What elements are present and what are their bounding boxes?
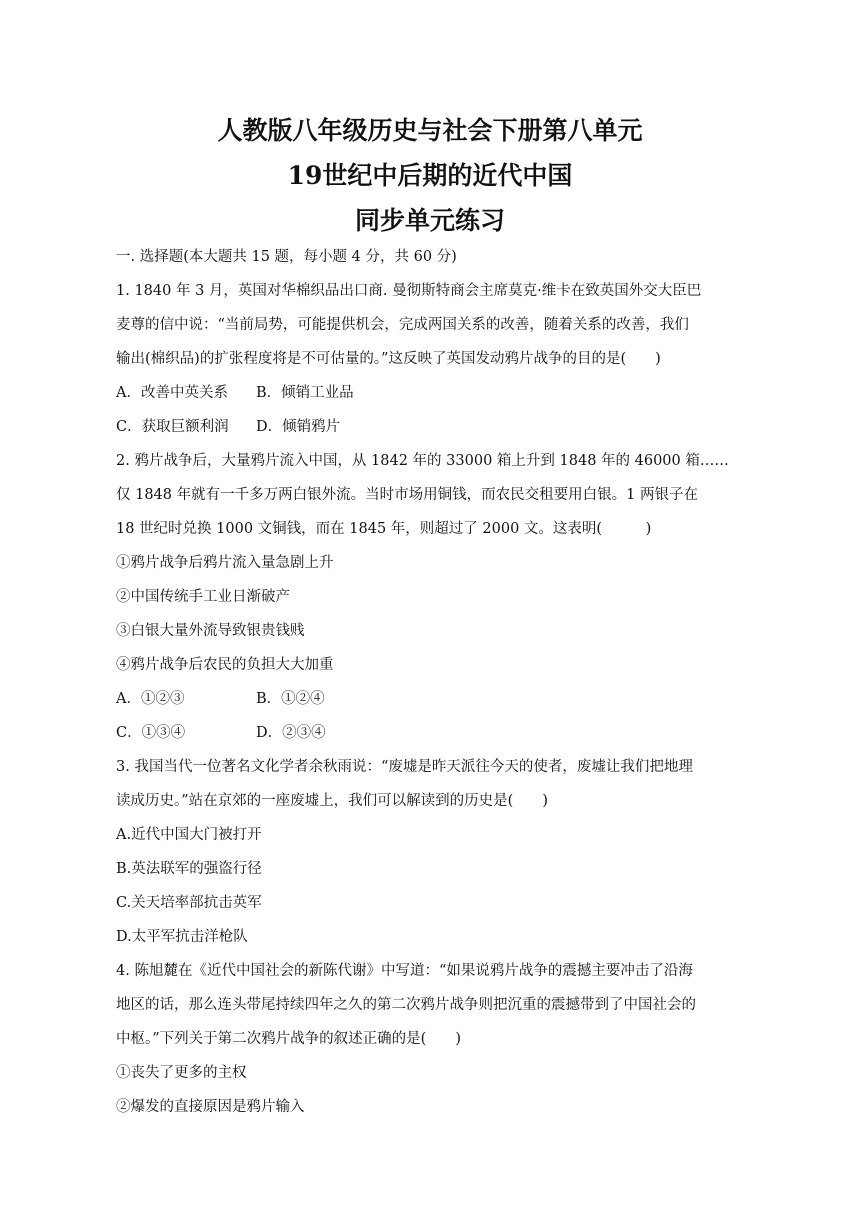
statement-item: ①丧失了更多的主权 <box>116 1065 247 1081</box>
option-b: B．倾销工业品 <box>256 385 354 401</box>
question-stem-line: 输出(棉织品)的扩张程度将是不可估量的。”这反映了英国发动鸦片战争的目的是( ) <box>116 351 661 367</box>
question-stem-line: 地区的话，那么连头带尾持续四年之久的第二次鸦片战争则把沉重的震撼带到了中国社会的 <box>116 997 696 1013</box>
section-heading: 一. 选择题(本大题共 15 题，每小题 4 分，共 60 分) <box>116 249 457 265</box>
statement-item: ④鸦片战争后农民的负担大大加重 <box>116 657 334 673</box>
option-a: A.近代中国大门被打开 <box>116 827 262 843</box>
question-stem-line: 2. 鸦片战争后，大量鸦片流入中国，从 1842 年的 33000 箱上升到 1848 年的 46000 箱…… <box>116 453 729 469</box>
option-c: C．获取巨额利润 <box>116 419 229 435</box>
question-1 <box>116 274 736 444</box>
statement-item: ①鸦片战争后鸦片流入量急剧上升 <box>116 555 334 571</box>
option-b: B.英法联军的强盗行径 <box>116 861 262 877</box>
option-a: A．①②③ <box>116 691 185 707</box>
question-stem-line: 读成历史。”站在京郊的一座废墟上，我们可以解读到的历史是( ) <box>116 793 548 809</box>
document-title <box>0 108 860 243</box>
option-row <box>116 682 736 716</box>
statement-item: ②中国传统手工业日渐破产 <box>116 589 290 605</box>
question-2 <box>116 444 736 750</box>
option-c: C．①③④ <box>116 725 186 741</box>
question-stem-line: 4. 陈旭麓在《近代中国社会的新陈代谢》中写道：“如果说鸦片战争的震撼主要冲击了沿海 <box>116 963 693 979</box>
title-line-3: 同步单元练习 <box>354 206 505 235</box>
statement-item: ②爆发的直接原因是鸦片输入 <box>116 1099 305 1115</box>
question-stem-line: 1. 1840 年 3 月，英国对华棉织品出口商. 曼彻斯特商会主席莫克·维卡在致英国外交大臣巴 <box>116 283 702 299</box>
option-a: A．改善中英关系 <box>116 385 228 401</box>
question-stem-line: 18 世纪时兑换 1000 文铜钱，而在 1845 年，则超过了 2000 文。这表明( ) <box>116 521 652 537</box>
document-body <box>116 240 736 1124</box>
question-4 <box>116 954 736 1124</box>
option-d: D．②③④ <box>256 725 326 741</box>
question-3 <box>116 750 736 954</box>
question-stem-line: 仅 1848 年就有一千多万两白银外流。当时市场用铜钱，而农民交租要用白银。1 两银子在 <box>116 487 698 503</box>
option-d: D．倾销鸦片 <box>256 419 341 435</box>
question-stem-line: 麦尊的信中说：“当前局势，可能提供机会，完成两国关系的改善，随着关系的改善，我们 <box>116 317 689 333</box>
option-row <box>116 410 736 444</box>
title-line-2: 19世纪中后期的近代中国 <box>287 161 573 190</box>
statement-item: ③白银大量外流导致银贵钱贱 <box>116 623 305 639</box>
question-stem-line: 中枢。”下列关于第二次鸦片战争的叙述正确的是( ) <box>116 1031 461 1047</box>
option-c: C.关天培率部抗击英军 <box>116 895 262 911</box>
option-row <box>116 376 736 410</box>
option-b: B．①②④ <box>256 691 325 707</box>
question-stem-line: 3. 我国当代一位著名文化学者余秋雨说：“废墟是昨天派往今天的使者，废墟让我们把地理 <box>116 759 693 775</box>
title-line-1: 人教版八年级历史与社会下册第八单元 <box>217 116 643 145</box>
option-d: D.太平军抗击洋枪队 <box>116 929 248 945</box>
option-row <box>116 716 736 750</box>
